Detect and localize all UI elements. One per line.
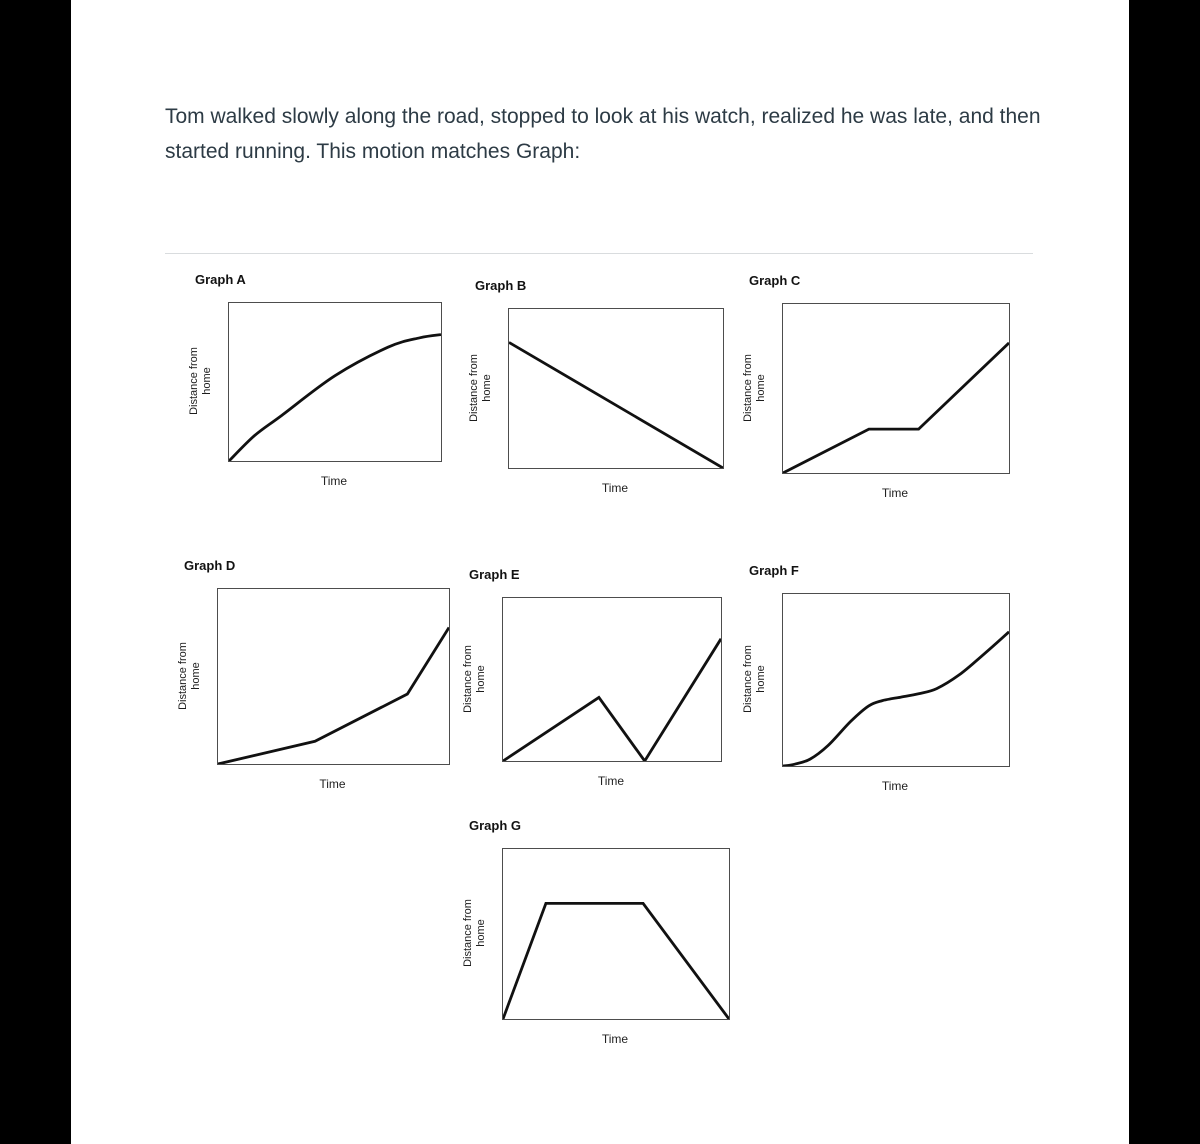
graph-e-plot xyxy=(502,597,722,762)
graph-e-title: Graph E xyxy=(469,567,520,582)
graph-d-ylabel: Distance from home xyxy=(177,641,203,710)
graph-g-ylabel: Distance from home xyxy=(462,899,488,967)
graph-e-ylabel: Distance from home xyxy=(462,644,488,713)
question-text: Tom walked slowly along the road, stopped to look at his watch, realized he was late, and then started running. This motion matches Graph: xyxy=(165,105,1041,163)
graph-b xyxy=(468,278,722,495)
graph-d xyxy=(177,558,448,791)
graph-g-title: Graph G xyxy=(469,818,522,833)
right-black-bar xyxy=(1129,0,1200,1144)
graph-a-plot xyxy=(228,302,442,462)
left-black-bar xyxy=(0,0,71,1144)
graph-c-plot xyxy=(782,303,1010,474)
graph-f-plot xyxy=(782,593,1010,767)
graph-d-plot xyxy=(217,588,450,765)
graph-f xyxy=(742,563,1008,793)
graph-g-plot xyxy=(502,848,730,1020)
graph-b-plot xyxy=(508,308,724,469)
graph-c-ylabel: Distance from home xyxy=(742,353,768,422)
graph-f-ylabel: Distance from home xyxy=(742,645,768,713)
graph-c-xlabel: Time xyxy=(881,486,909,500)
graph-c xyxy=(742,273,1008,500)
graph-f-xlabel: Time xyxy=(881,779,909,793)
graph-a-title: Graph A xyxy=(195,272,246,287)
graph-c-title: Graph C xyxy=(749,273,801,288)
graph-b-title: Graph B xyxy=(475,278,527,293)
graph-f-title: Graph F xyxy=(749,563,799,578)
graph-g-xlabel: Time xyxy=(601,1032,629,1046)
graph-a xyxy=(188,272,440,488)
graph-g xyxy=(462,818,728,1046)
graph-a-ylabel: Distance from home xyxy=(188,347,214,415)
graph-b-xlabel: Time xyxy=(601,481,629,495)
graph-e-xlabel: Time xyxy=(597,774,625,788)
graph-b-ylabel: Distance from home xyxy=(468,353,494,422)
divider xyxy=(165,253,1033,254)
graph-d-xlabel: Time xyxy=(319,777,346,791)
graph-d-title: Graph D xyxy=(184,558,236,573)
graph-e xyxy=(462,567,720,788)
graph-a-xlabel: Time xyxy=(320,474,348,488)
